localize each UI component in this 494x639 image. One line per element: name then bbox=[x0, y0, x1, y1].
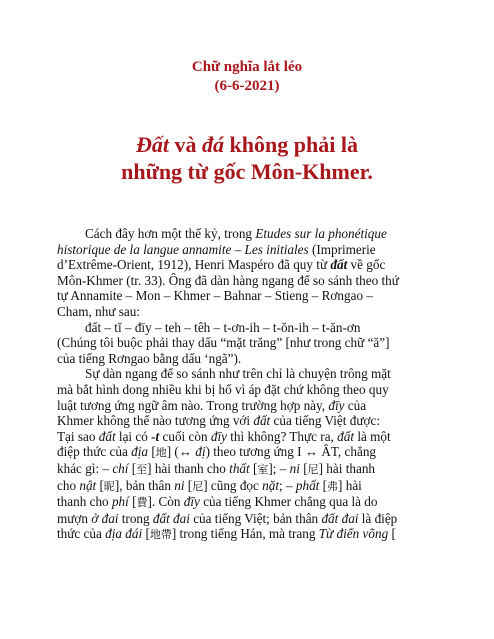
han-character: 昵 bbox=[103, 479, 115, 493]
text: [ bbox=[128, 494, 137, 510]
text: là điệp bbox=[358, 510, 398, 526]
italic-word: Từ điển võng bbox=[318, 526, 389, 542]
text: (Imprimerie bbox=[308, 241, 376, 257]
body-line bbox=[57, 494, 446, 511]
text: của tiếng Việt; bản thân bbox=[189, 510, 322, 526]
text: Khmer không thể nào tương ứng với bbox=[57, 413, 254, 429]
italic-word: đīy bbox=[328, 397, 345, 413]
text: [ bbox=[128, 460, 137, 476]
text: cho bbox=[57, 477, 80, 493]
body-line bbox=[57, 242, 446, 258]
body-line: Sự dàn ngang để so sánh như trên chỉ là chuyện trông mặt bbox=[85, 366, 391, 382]
text: của bbox=[344, 397, 367, 413]
body-line bbox=[57, 478, 446, 495]
text: [ bbox=[299, 460, 308, 476]
italic-word: chí bbox=[112, 460, 129, 476]
text: ] cũng đọc bbox=[203, 477, 263, 493]
article-title-line-2: những từ gốc Môn-Khmer. bbox=[121, 159, 373, 184]
italic-word: ni bbox=[289, 460, 300, 476]
text: ], bản thân bbox=[114, 477, 175, 493]
han-character: 室 bbox=[257, 462, 269, 476]
text: ]. Còn bbox=[147, 494, 184, 510]
italic-word: đīy bbox=[210, 428, 227, 444]
text: mượn bbox=[57, 510, 92, 526]
text: [ bbox=[142, 526, 150, 542]
text: [ bbox=[319, 477, 328, 493]
text: thì không? Thực ra, bbox=[226, 428, 338, 444]
text: ]; – bbox=[268, 460, 290, 476]
text: ] trong tiếng Hán, mà trang bbox=[171, 526, 319, 542]
text: khác gì: – bbox=[57, 460, 113, 476]
body-line: đất – tĭ – đīy – teh – têh – t-ơn-ih – t-ŏn-ih – t-ăn-ơn bbox=[85, 319, 361, 335]
article-body bbox=[57, 226, 446, 543]
text: cuối còn bbox=[159, 428, 211, 444]
text: ] hài bbox=[338, 477, 362, 493]
body-line bbox=[57, 444, 446, 461]
book-title: historique de la langue annamite – Les initiales bbox=[57, 241, 309, 257]
text: ] hài thanh cho bbox=[147, 460, 230, 476]
body-line: tự Annamite – Mon – Khmer – Bahnar – Stieng – Rơngao – bbox=[57, 288, 373, 304]
han-character: 弗 bbox=[327, 479, 339, 493]
text: thanh cho bbox=[57, 494, 112, 510]
emphasized-word: đất bbox=[330, 257, 348, 273]
text: [ bbox=[96, 477, 104, 493]
italic-word: phí bbox=[111, 494, 129, 510]
han-character: 至 bbox=[136, 462, 148, 476]
italic-word: đất bbox=[337, 428, 355, 444]
text: của tiếng Khmer chẳng qua là do bbox=[199, 494, 378, 510]
italic-word: đất đai bbox=[152, 510, 190, 526]
body-line bbox=[57, 511, 446, 527]
text: luật tương ứng ngữ âm nào. Trong trường hợp này, bbox=[57, 397, 329, 413]
title-line-1-rest: không phải là bbox=[224, 132, 358, 157]
article-title-line-1 bbox=[0, 131, 494, 158]
text: ; – bbox=[279, 477, 296, 493]
text: thức của bbox=[57, 526, 106, 542]
book-title: Etudes sur la phonétique bbox=[255, 226, 387, 241]
text: [ bbox=[388, 526, 396, 542]
italic-word: ni bbox=[174, 477, 185, 493]
title-word-da: đá bbox=[202, 132, 225, 157]
italic-word: đất bbox=[98, 428, 116, 444]
italic-word: địa đái bbox=[105, 526, 143, 542]
text: ] hài thanh bbox=[318, 460, 376, 476]
body-line bbox=[57, 461, 446, 478]
text: Tại sao bbox=[57, 428, 99, 444]
italic-word: nật bbox=[79, 477, 97, 493]
italic-word: -t bbox=[151, 428, 160, 444]
body-line: Cham, như sau: bbox=[57, 303, 140, 319]
italic-word: đị bbox=[195, 444, 206, 460]
body-line bbox=[57, 398, 446, 414]
column-date: (6-6-2021) bbox=[214, 78, 280, 94]
body-line: Môn-Khmer (tr. 33). Ông đã dàn hàng ngang để so sánh theo thứ bbox=[57, 272, 399, 288]
text: trong bbox=[118, 510, 153, 526]
text: lại có bbox=[115, 428, 152, 444]
italic-word: địa bbox=[131, 444, 149, 460]
title-word-dat: Đất bbox=[136, 132, 170, 157]
italic-word: đīy bbox=[183, 494, 200, 510]
han-character: 尼 bbox=[192, 479, 204, 493]
text: ] (↔ bbox=[166, 444, 196, 460]
body-line: mà bắt hình dong nhiều khi bị hố vì áp đặt chứ không theo quy bbox=[57, 381, 389, 397]
body-line bbox=[57, 257, 446, 273]
column-series-title: Chữ nghĩa lắt léo bbox=[191, 59, 303, 75]
text: về gốc bbox=[347, 257, 386, 273]
italic-word: ở đai bbox=[91, 510, 119, 526]
italic-word: đất đai bbox=[321, 510, 359, 526]
text: của tiếng Việt được: bbox=[270, 413, 380, 429]
title-conjunction: và bbox=[169, 132, 203, 157]
italic-word: đất bbox=[253, 413, 271, 429]
italic-word: nặt bbox=[262, 477, 280, 493]
body-line bbox=[57, 526, 446, 543]
body-line: (Chúng tôi buộc phải thay dấu “mặt trăng” [như trong chữ “ă”] bbox=[57, 335, 390, 351]
body-line: của tiếng Rơngao bằng dấu ‘ngã”). bbox=[57, 350, 242, 366]
body-line bbox=[57, 226, 446, 242]
body-line bbox=[57, 429, 446, 445]
text: [ bbox=[249, 460, 258, 476]
text: [ bbox=[148, 444, 156, 460]
italic-word: thất bbox=[229, 460, 250, 476]
body-line bbox=[57, 413, 446, 429]
text: là một bbox=[354, 428, 391, 444]
text: ) theo tương ứng I ↔ ÂT, chẳng bbox=[205, 444, 377, 460]
text: Cách đây hơn một thế kỷ, trong bbox=[85, 226, 256, 241]
text: d’Extrême-Orient, 1912), Henri Maspéro đã quy từ bbox=[57, 257, 331, 273]
han-character: 地 bbox=[155, 446, 167, 460]
text: điệp thức của bbox=[57, 444, 132, 460]
italic-word: phất bbox=[295, 477, 320, 493]
han-character: 費 bbox=[136, 496, 148, 510]
han-character: 地帶 bbox=[149, 528, 172, 542]
text: [ bbox=[184, 477, 193, 493]
han-character: 尼 bbox=[307, 462, 319, 476]
